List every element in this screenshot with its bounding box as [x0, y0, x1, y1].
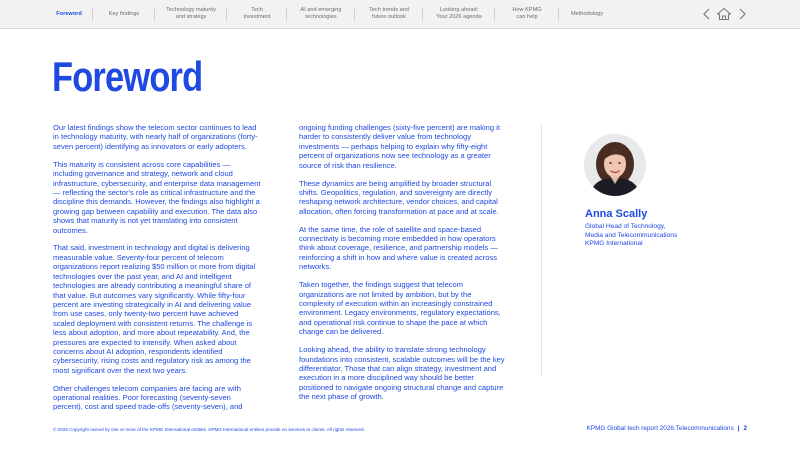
nav-divider [286, 7, 287, 21]
footer-separator: | [737, 425, 740, 432]
paragraph: Other challenges telecom companies are facing are with operational realities. Poor forecasting (seventy-seven percent), cost and speed trade-offs (seventy-seven), and [53, 383, 243, 412]
avatar [584, 134, 646, 196]
nav-tab-how-kpmg-can-help[interactable]: How KPMG can help [512, 7, 542, 20]
nav-divider [154, 7, 155, 21]
paragraph: This maturity is consistent across core capabilities — including governance and strategy, network and cloud infrastructure, cybersecurity, and enterprise data management — reflecting the sector's role as critical infrastructure and the discipline this demands. However, the findings also highlight a growing gap between capability and execution. The data also shows that maturity is not yet translating into consistent outcomes. [53, 159, 261, 235]
paragraph: Looking ahead, the ability to translate strong technology foundations into consistent, scalable outcomes will be the key differentiator. Those that can align strategy, investment and execution in a more disciplined way should be better positioned to navigate ongoing structural change and capture the next phase of growth. [299, 345, 505, 402]
nav-tab-tech-trends[interactable]: Tech trends and future outlook [369, 7, 409, 20]
nav-tab-tech-investment[interactable]: Tech investment [243, 7, 271, 20]
nav-tab-looking-ahead[interactable]: Looking ahead: Your 2026 agenda [436, 7, 482, 20]
home-icon[interactable] [716, 7, 732, 21]
nav-tab-technology-maturity[interactable]: Technology maturity and strategy [166, 7, 216, 20]
paragraph: That said, investment in technology and digital is delivering measurable value. Seventy-four percent of telecom organizations report realizing $50 million or more from digital technologies over the past year, and AI and intelligent technologies are already contributing a meaningful share of that value. But outcomes vary significantly. While fifty-four percent are investing strategically in AI and delivering value from use cases, only twenty-two percent have achieved scaled deployment with consistent returns. The challenge is less about adoption, and more about repeatability. And, the pressures are expected to intensify. When asked about concerns about AI adoption, respondents identified cybersecurity, rising costs and regulatory risk as among the most significant over the next two years. [53, 243, 256, 375]
paragraph: Our latest findings show the telecom sector continues to lead in technology maturity, with nearly half of organizations (forty-seven percent) identifying as innovators or early adopters. [53, 123, 258, 151]
chevron-right-icon[interactable] [735, 7, 749, 21]
person-role: Global Head of Technology, Media and Telecommunications KPMG International [585, 223, 678, 248]
nav-tab-ai-emerging[interactable]: AI and emerging technologies [300, 7, 342, 20]
footer-copyright: © 2026 Copyright owned by one or more of the KPMG International entities. KPMG International entities provide no services to clients. All rights reserved. [53, 427, 365, 432]
page-title: Foreword [52, 53, 203, 100]
nav-divider [422, 7, 423, 21]
body-column-left [53, 123, 261, 420]
footer-report [587, 425, 747, 432]
paragraph: ongoing funding challenges (sixty-five percent) are making it harder to consistently deliver value from technology investments — perhaps helping to explain why fifty-eight percent of organizations now see technology as a greater source of risk than resilience. [299, 123, 500, 170]
nav-divider [494, 7, 495, 21]
person-name: Anna Scally [585, 208, 648, 220]
nav-divider [226, 7, 227, 21]
nav-tab-key-findings[interactable]: Key findings [108, 10, 140, 17]
column-divider [541, 124, 542, 376]
nav-divider [558, 7, 559, 21]
chevron-left-icon[interactable] [700, 7, 714, 21]
top-navigation [0, 0, 800, 29]
page-number: 2 [743, 425, 747, 432]
report-title: KPMG Global tech report 2026:Telecommunications [586, 425, 734, 432]
paragraph: Taken together, the findings suggest that telecom organizations are not limited by ambition, but by the complexity of execution within an increasingly constrained environment. Legacy environments, regulatory expectations, and operational risk continue to shape the pace at which change can be delivered. [299, 280, 501, 337]
body-column-middle [299, 123, 507, 410]
nav-tab-methodology[interactable]: Methodology [570, 10, 604, 17]
paragraph: At the same time, the role of satellite and space-based connectivity is becoming more embedded in how operators think about coverage, resilience, and partnership models — reinforcing a shift in how and where value is created across networks. [299, 224, 498, 272]
nav-divider [92, 7, 93, 21]
nav-tab-foreword[interactable]: Foreword [56, 10, 82, 17]
portrait-photo [584, 134, 646, 196]
paragraph: These dynamics are being amplified by broader structural shifts. Geopolitics, regulation, and sovereignty are directly reshaping network architecture, vendor choices, and capital allocation, often forcing transformation at pace and at scale. [299, 178, 499, 216]
nav-divider [354, 7, 355, 21]
